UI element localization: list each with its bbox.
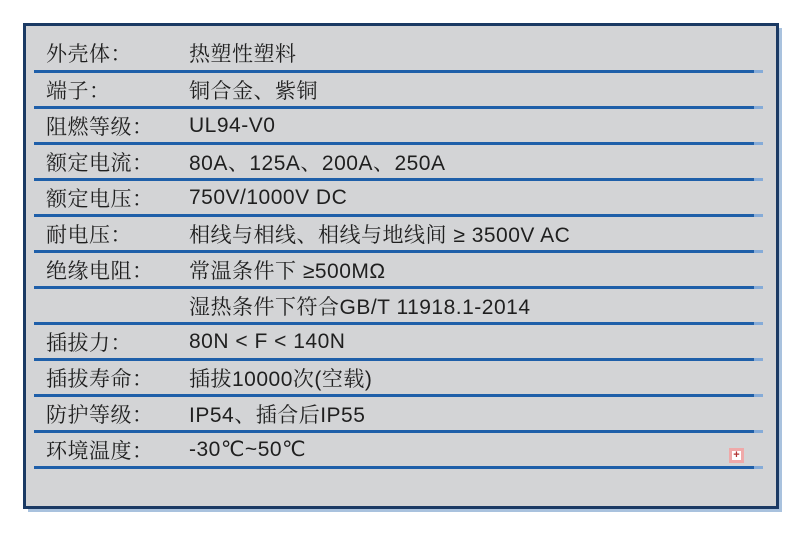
table-row bbox=[26, 181, 776, 214]
row-value: 80N < F < 140N bbox=[189, 329, 346, 353]
table-row bbox=[26, 325, 776, 358]
row-label: 端子： bbox=[46, 79, 111, 103]
table-row bbox=[26, 26, 776, 70]
spec-table bbox=[23, 23, 779, 509]
table-row bbox=[26, 217, 776, 250]
row-value: 常温条件下 ≥500MΩ bbox=[189, 259, 386, 283]
row-label: 额定电流： bbox=[46, 151, 154, 175]
row-label: 阻燃等级： bbox=[46, 115, 154, 139]
table-row bbox=[26, 397, 776, 430]
table-row bbox=[26, 361, 776, 394]
row-label: 绝缘电阻： bbox=[46, 259, 154, 283]
row-label: 外壳体： bbox=[46, 43, 132, 66]
row-value: 铜合金、紫铜 bbox=[189, 79, 318, 103]
table-row bbox=[26, 73, 776, 106]
table-row bbox=[26, 109, 776, 142]
row-label: 耐电压： bbox=[46, 223, 132, 247]
table-row bbox=[26, 289, 776, 322]
row-label: 环境温度： bbox=[46, 439, 154, 463]
row-divider bbox=[34, 466, 763, 469]
image-placeholder-glyph: + bbox=[733, 449, 740, 461]
row-label: 额定电压： bbox=[46, 187, 154, 211]
row-value: 80A、125A、200A、250A bbox=[189, 151, 446, 175]
table-row bbox=[26, 253, 776, 286]
row-value: -30℃~50℃ bbox=[189, 438, 307, 461]
row-label: 插拔寿命： bbox=[46, 367, 154, 391]
row-label: 插拔力： bbox=[46, 331, 132, 355]
row-value: 750V/1000V DC bbox=[189, 185, 348, 209]
image-placeholder-icon bbox=[729, 448, 744, 463]
table-row bbox=[26, 433, 776, 466]
row-label: 防护等级： bbox=[46, 403, 154, 427]
row-value: 热塑性塑料 bbox=[189, 43, 297, 66]
table-row bbox=[26, 145, 776, 178]
row-value: UL94-V0 bbox=[189, 113, 276, 137]
table-rows bbox=[26, 26, 776, 469]
row-value: 相线与相线、相线与地线间 ≥ 3500V AC bbox=[189, 223, 571, 247]
row-value: IP54、插合后IP55 bbox=[189, 403, 366, 427]
row-value: 插拔10000次(空载) bbox=[189, 367, 373, 391]
row-value: 湿热条件下符合GB/T 11918.1-2014 bbox=[189, 295, 531, 319]
